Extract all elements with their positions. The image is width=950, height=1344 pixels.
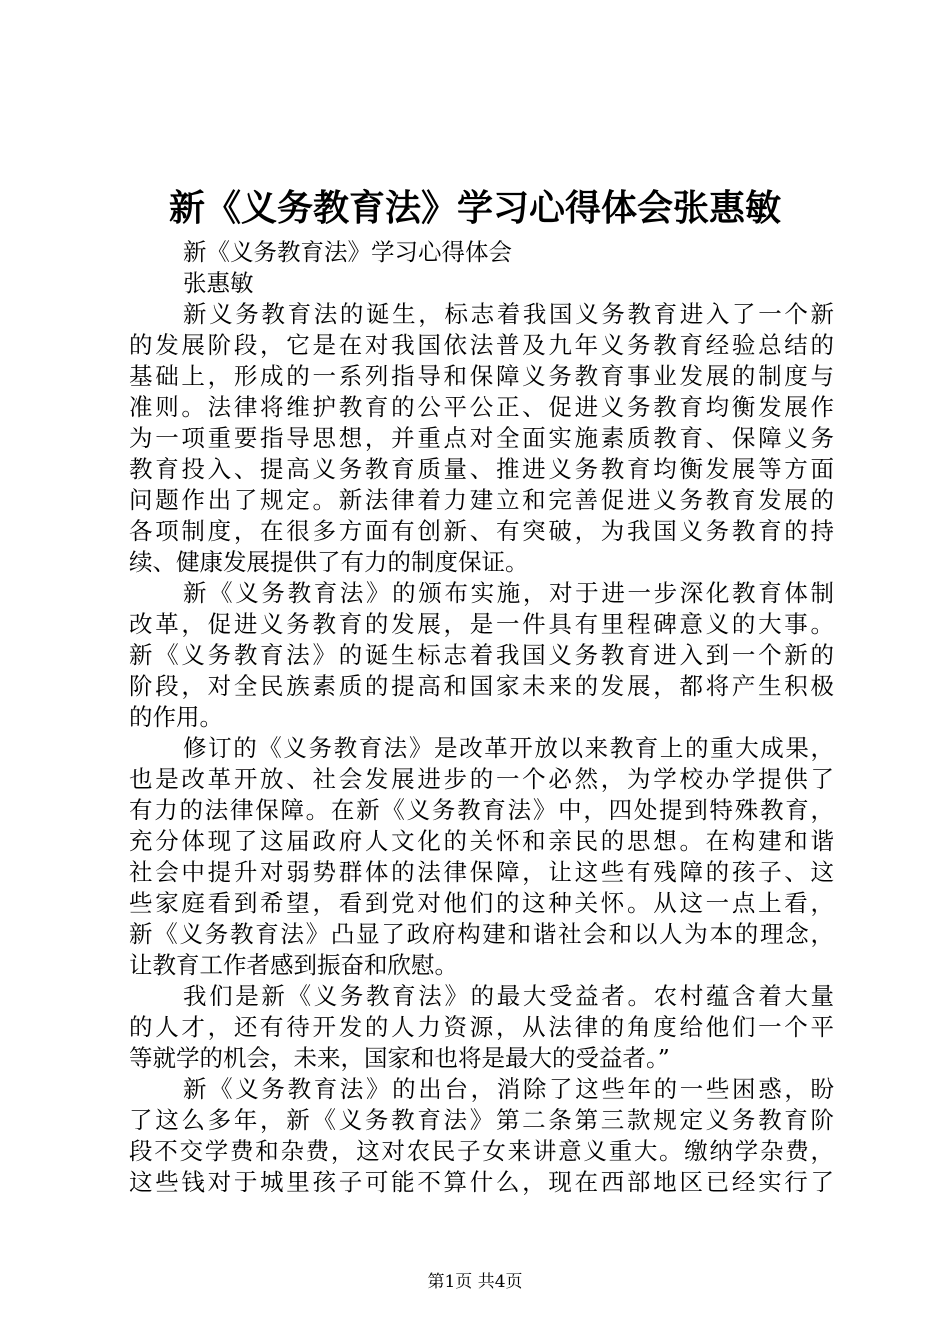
- paragraph-line: 这些钱对于城里孩子可能不算什么，现在西部地区已经实行了: [129, 1168, 834, 1196]
- paragraph-line: 修订的《义务教育法》是改革开放以来教育上的重大成果，: [183, 734, 834, 762]
- paragraph-line: 新《义务教育法》的出台，消除了这些年的一些困惑，盼: [183, 1075, 834, 1103]
- paragraph-line: 新《义务教育法》的诞生标志着我国义务教育进入到一个新的: [129, 641, 834, 669]
- paragraph-line: 的作用。: [129, 703, 223, 731]
- paragraph-line: 新《义务教育法》的颁布实施，对于进一步深化教育体制: [183, 579, 834, 607]
- paragraph-line: 些家庭看到希望，看到党对他们的这种关怀。从这一点上看，: [129, 889, 834, 917]
- document-title: 新《义务教育法》学习心得体会张惠敏: [168, 187, 781, 229]
- paragraph-line: 教育投入、提高义务教育质量、推进义务教育均衡发展等方面: [129, 455, 834, 483]
- paragraph-line: 续、健康发展提供了有力的制度保证。: [129, 548, 529, 576]
- paragraph-line: 为一项重要指导思想，并重点对全面实施素质教育、保障义务: [129, 424, 834, 452]
- paragraph-line: 新义务教育法的诞生，标志着我国义务教育进入了一个新: [183, 300, 834, 328]
- paragraph-line: 改革，促进义务教育的发展，是一件具有里程碑意义的大事。: [129, 610, 834, 638]
- subtitle-line: 新《义务教育法》学习心得体会: [183, 238, 512, 266]
- author-line: 张惠敏: [183, 269, 254, 297]
- paragraph-line: 的人才，还有待开发的人力资源，从法律的角度给他们一个平: [129, 1013, 834, 1041]
- paragraph-line: 也是改革开放、社会发展进步的一个必然，为学校办学提供了: [129, 765, 834, 793]
- paragraph-line: 的发展阶段，它是在对我国依法普及九年义务教育经验总结的: [129, 331, 834, 359]
- paragraph-line: 有力的法律保障。在新《义务教育法》中，四处提到特殊教育，: [129, 796, 834, 824]
- paragraph-line: 段不交学费和杂费，这对农民子女来讲意义重大。缴纳学杂费，: [129, 1137, 834, 1165]
- paragraph-line: 充分体现了这届政府人文化的关怀和亲民的思想。在构建和谐: [129, 827, 834, 855]
- paragraph-line: 各项制度，在很多方面有创新、有突破，为我国义务教育的持: [129, 517, 834, 545]
- paragraph-line: 阶段，对全民族素质的提高和国家未来的发展，都将产生积极: [129, 672, 834, 700]
- paragraph-line: 问题作出了规定。新法律着力建立和完善促进义务教育发展的: [129, 486, 834, 514]
- paragraph-line: 等就学的机会，未来，国家和也将是最大的受益者。”: [129, 1044, 670, 1072]
- paragraph-line: 准则。法律将维护教育的公平公正、促进义务教育均衡发展作: [129, 393, 834, 421]
- paragraph-line: 新《义务教育法》凸显了政府构建和谐社会和以人为本的理念，: [129, 920, 834, 948]
- paragraph-line: 了这么多年，新《义务教育法》第二条第三款规定义务教育阶: [129, 1106, 834, 1134]
- paragraph-line: 社会中提升对弱势群体的法律保障，让这些有残障的孩子、这: [129, 858, 834, 886]
- paragraph-line: 我们是新《义务教育法》的最大受益者。农村蕴含着大量: [183, 982, 834, 1010]
- paragraph-line: 基础上，形成的一系列指导和保障义务教育事业发展的制度与: [129, 362, 834, 390]
- page-number-footer: 第1页 共4页: [427, 1272, 523, 1292]
- paragraph-line: 让教育工作者感到振奋和欣慰。: [129, 951, 458, 979]
